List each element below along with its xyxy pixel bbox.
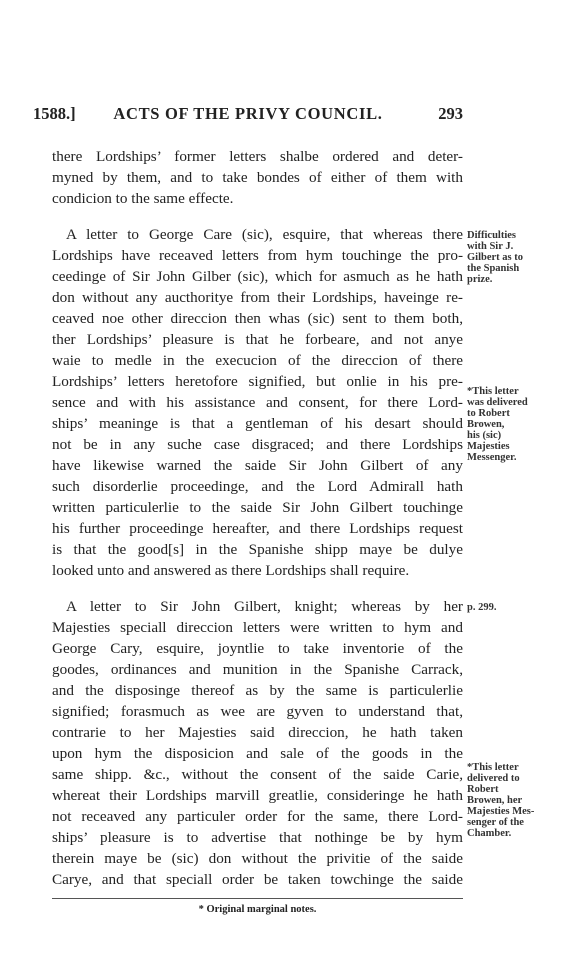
header-title: ACTS OF THE PRIVY COUNCIL. — [113, 104, 383, 123]
footnote: * Original marginal notes. — [198, 904, 317, 915]
text-line: there Lordships’ former letters shalbe ordered and deter- — [52, 148, 463, 165]
margin-note: Difficulties — [467, 230, 516, 241]
text-line: don without any aucthoritye from their Lordships, haveinge re- — [52, 289, 463, 306]
text-line: Lordships have receaved letters from hym touchinge the pro- — [52, 247, 463, 264]
text-line: ceaved noe other direccion then whas (sic) sent to them both, — [52, 310, 463, 327]
text-line: ships’ meaninge is that a gentleman of his desart should — [52, 415, 463, 432]
margin-note: Messenger. — [467, 452, 517, 463]
margin-note: with Sir J. — [467, 241, 514, 252]
margin-note: *This letter — [467, 386, 519, 397]
text-line: is that the good[s] in the Spanishe shipp maye be dulye — [52, 541, 463, 558]
text-line: Carye, and that speciall order be taken towchinge the saide — [52, 871, 463, 888]
text-line: George Cary, esquire, joyntlie to take inventorie of the — [52, 640, 463, 657]
text-line: myned by them, and to take bondes of either of them with — [52, 169, 463, 186]
margin-note: was delivered — [467, 397, 528, 408]
page-number: 293 — [438, 104, 463, 123]
text-line: not be in any suche case disgraced; and there Lordships — [52, 436, 463, 453]
margin-note: *This letter — [467, 762, 519, 773]
text-line: waie to medle in the execucion of the direccion of there — [52, 352, 463, 369]
text-line: A letter to George Care (sic), esquire, that whereas there — [66, 226, 463, 243]
text-line: written particulerlie to the saide Sir John Gilbert touchinge — [52, 499, 463, 516]
text-line: his further proceedinge hereafter, and there Lordships request — [52, 520, 463, 537]
text-line: not receaved any particuler order for the same, there Lord- — [52, 808, 463, 825]
footnote-divider — [52, 898, 463, 899]
margin-note: prize. — [467, 274, 493, 285]
margin-note: p. 299. — [467, 602, 497, 613]
margin-note: Chamber. — [467, 828, 512, 839]
margin-note: Robert — [467, 784, 499, 795]
text-line: whereat their Lordships marvill greatlie, consideringe he hath — [52, 787, 463, 804]
running-header — [33, 104, 463, 124]
text-line: Lordships’ letters heretofore signified, but onlie in his pre- — [52, 373, 463, 390]
text-line: have likewise warned the saide Sir John Gilbert of any — [52, 457, 463, 474]
text-line: ceedinge of Sir John Gilber (sic), which for asmuch as he hath — [52, 268, 463, 285]
margin-note: to Robert — [467, 408, 510, 419]
text-line: goodes, ordinances and munition in the Spanishe Carrack, — [52, 661, 463, 678]
margin-note: the Spanish — [467, 263, 520, 274]
text-line: sence and with his assistance and consent, for there Lord- — [52, 394, 463, 411]
text-line: signified; forasmuch as wee are gyven to understand that, — [52, 703, 463, 720]
margin-note: his (sic) — [467, 430, 502, 441]
margin-note: Majesties Mes- — [467, 806, 535, 817]
text-line: looked unto and answered as there Lordships shall require. — [52, 562, 410, 579]
text-line: and the disposinge thereof as by the same is particulerlie — [52, 682, 463, 699]
margin-note: Majesties — [467, 441, 510, 452]
text-line: same shipp. &c., without the consent of the saide Carie, — [52, 766, 463, 783]
margin-note: Browen, — [467, 419, 505, 430]
text-line: condicion to the same effecte. — [52, 190, 234, 207]
text-line: contrarie to her Majesties said direccion, he hath taken — [52, 724, 463, 741]
text-line: such disorderlie proceedinge, and the Lord Admirall hath — [52, 478, 463, 495]
text-line: ships’ pleasure is to advertise that nothinge be by hym — [52, 829, 463, 846]
margin-note: Gilbert as to — [467, 252, 523, 263]
margin-note: senger of the — [467, 817, 524, 828]
text-line: ther Lordships’ pleasure is that he forbeare, and not anye — [52, 331, 463, 348]
header-year: 1588.] — [33, 104, 76, 123]
text-line: Majesties speciall direccion letters were written to hym and — [52, 619, 463, 636]
text-line: upon hym the disposicion and sale of the goods in the — [52, 745, 463, 762]
text-line: A letter to Sir John Gilbert, knight; whereas by her — [66, 598, 463, 615]
margin-note: Browen, her — [467, 795, 523, 806]
margin-note: delivered to — [467, 773, 520, 784]
text-line: therein maye be (sic) don without the privitie of the saide — [52, 850, 463, 867]
